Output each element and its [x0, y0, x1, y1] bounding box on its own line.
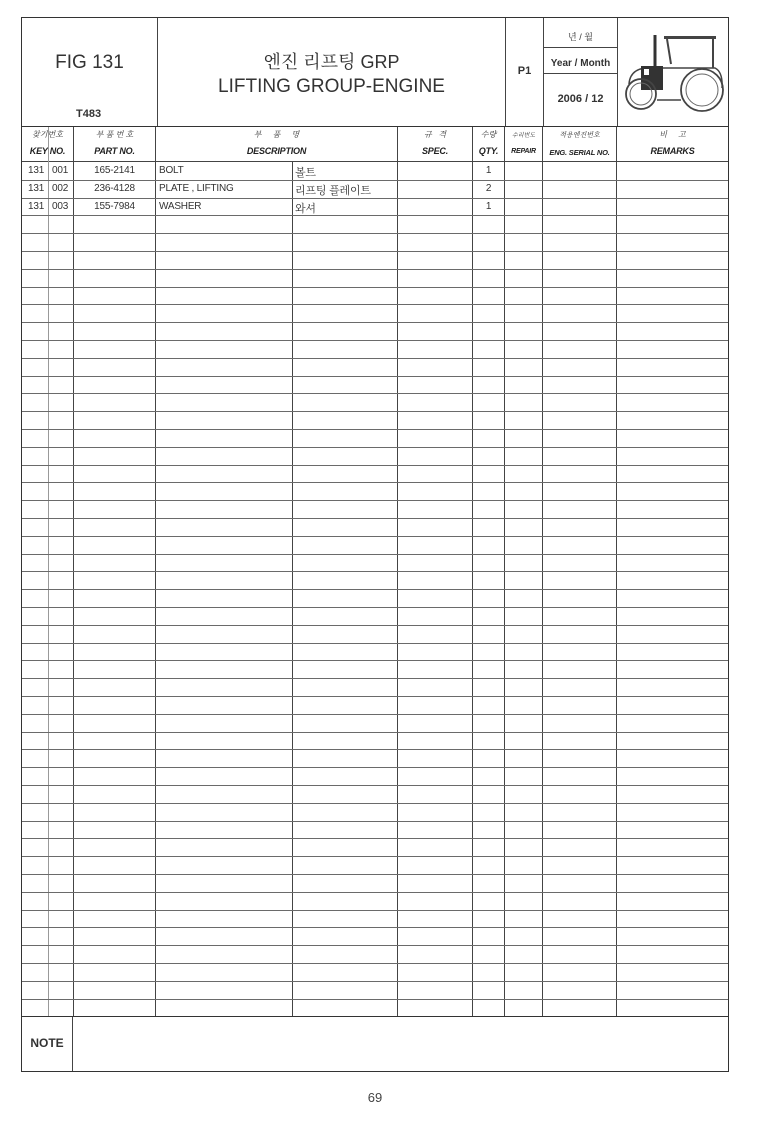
row-rule — [22, 340, 728, 341]
ym-line-2 — [544, 73, 617, 74]
key-cell: 001 — [52, 165, 69, 176]
part-number-cell: 165-2141 — [94, 165, 135, 176]
row-rule — [22, 856, 728, 857]
row-rule — [22, 500, 728, 501]
qty-cell: 2 — [485, 183, 492, 194]
row-rule — [22, 554, 728, 555]
fig-cell: 131 — [28, 165, 45, 176]
row-rule — [22, 945, 728, 946]
col-qty-en: QTY. — [478, 146, 499, 156]
col-remarks-ko: 비 고 — [659, 130, 686, 139]
row-rule — [22, 678, 728, 679]
note-label: NOTE — [30, 1036, 64, 1050]
col-spec-en: SPEC. — [421, 146, 448, 156]
row-rule — [22, 447, 728, 448]
row-rule — [22, 304, 728, 305]
description-ko-cell: 와셔 — [295, 203, 316, 215]
description-ko-cell: 볼트 — [295, 167, 316, 179]
row-rule — [22, 393, 728, 394]
row-rule — [22, 429, 728, 430]
row-rule — [22, 732, 728, 733]
row-rule — [22, 180, 728, 181]
row-rule — [22, 963, 728, 964]
part-number-cell: 155-7984 — [94, 201, 135, 212]
row-rule — [22, 981, 728, 982]
row-rule — [22, 358, 728, 359]
title-korean: 엔진 리프팅 GRP — [263, 52, 400, 72]
col-desc-en: DESCRIPTION — [246, 146, 307, 156]
row-rule — [22, 643, 728, 644]
row-rule — [22, 198, 728, 199]
description-en-cell: WASHER — [159, 201, 202, 212]
fig-number: FIG 131 — [55, 52, 124, 73]
row-rule — [22, 785, 728, 786]
row-rule — [22, 233, 728, 234]
page-number: 69 — [367, 1090, 383, 1105]
header-divider — [22, 126, 728, 127]
row-rule — [22, 696, 728, 697]
row-rule — [22, 536, 728, 537]
title-english: LIFTING GROUP-ENGINE — [218, 76, 445, 97]
row-rule — [22, 660, 728, 661]
description-en-cell: PLATE , LIFTING — [159, 183, 234, 194]
col-qty-ko: 수량 — [480, 130, 497, 139]
row-rule — [22, 625, 728, 626]
row-rule — [22, 927, 728, 928]
row-rule — [22, 838, 728, 839]
col-repair-ko: 수리번도 — [511, 133, 536, 139]
part-number-cell: 236-4128 — [94, 183, 135, 194]
column-header-bottom — [22, 161, 728, 162]
row-rule — [22, 376, 728, 377]
row-rule — [22, 874, 728, 875]
row-rule — [22, 411, 728, 412]
qty-cell: 1 — [485, 165, 492, 176]
year-month-value: 2006 / 12 — [557, 93, 604, 105]
description-ko-cell: 리프팅 플레이트 — [295, 185, 371, 197]
row-rule — [22, 749, 728, 750]
note-divider — [22, 1016, 728, 1017]
description-en-cell: BOLT — [159, 165, 184, 176]
row-rule — [22, 714, 728, 715]
row-rule — [22, 482, 728, 483]
row-rule — [22, 821, 728, 822]
col-spec-ko: 규 격 — [423, 130, 447, 139]
page-code: P1 — [517, 65, 532, 77]
row-rule — [22, 892, 728, 893]
header-vline-4 — [617, 18, 618, 126]
row-rule — [22, 767, 728, 768]
col-remarks-en: REMARKS — [650, 146, 695, 156]
row-rule — [22, 287, 728, 288]
row-rule — [22, 999, 728, 1000]
note-vline — [72, 1017, 73, 1071]
row-rule — [22, 518, 728, 519]
row-rule — [22, 571, 728, 572]
row-rule — [22, 803, 728, 804]
col-repair-en: REPAIR — [511, 148, 536, 155]
row-rule — [22, 589, 728, 590]
year-month-label: Year / Month — [550, 58, 611, 69]
col-key-ko: 찾기번호 — [32, 130, 63, 139]
tractor-icon — [619, 22, 727, 122]
col-serial-en: ENG. SERIAL NO. — [549, 148, 610, 157]
fig-cell: 131 — [28, 183, 45, 194]
col-key-en: KEY NO. — [29, 146, 66, 156]
year-month-korean: 년 / 월 — [568, 32, 593, 42]
qty-cell: 1 — [485, 201, 492, 212]
col-serial-ko: 적용엔진번호 — [559, 132, 600, 139]
col-part-ko: 부 품 번 호 — [95, 130, 134, 139]
row-rule — [22, 251, 728, 252]
model-code: T483 — [76, 108, 102, 120]
col-desc-ko: 부 품 명 — [253, 130, 300, 139]
fig-cell: 131 — [28, 201, 45, 212]
col-part-en: PART NO. — [94, 146, 135, 156]
row-rule — [22, 465, 728, 466]
row-rule — [22, 607, 728, 608]
row-rule — [22, 215, 728, 216]
ym-line-1 — [544, 47, 617, 48]
key-cell: 002 — [52, 183, 69, 194]
row-rule — [22, 322, 728, 323]
row-rule — [22, 269, 728, 270]
key-cell: 003 — [52, 201, 69, 212]
row-rule — [22, 910, 728, 911]
